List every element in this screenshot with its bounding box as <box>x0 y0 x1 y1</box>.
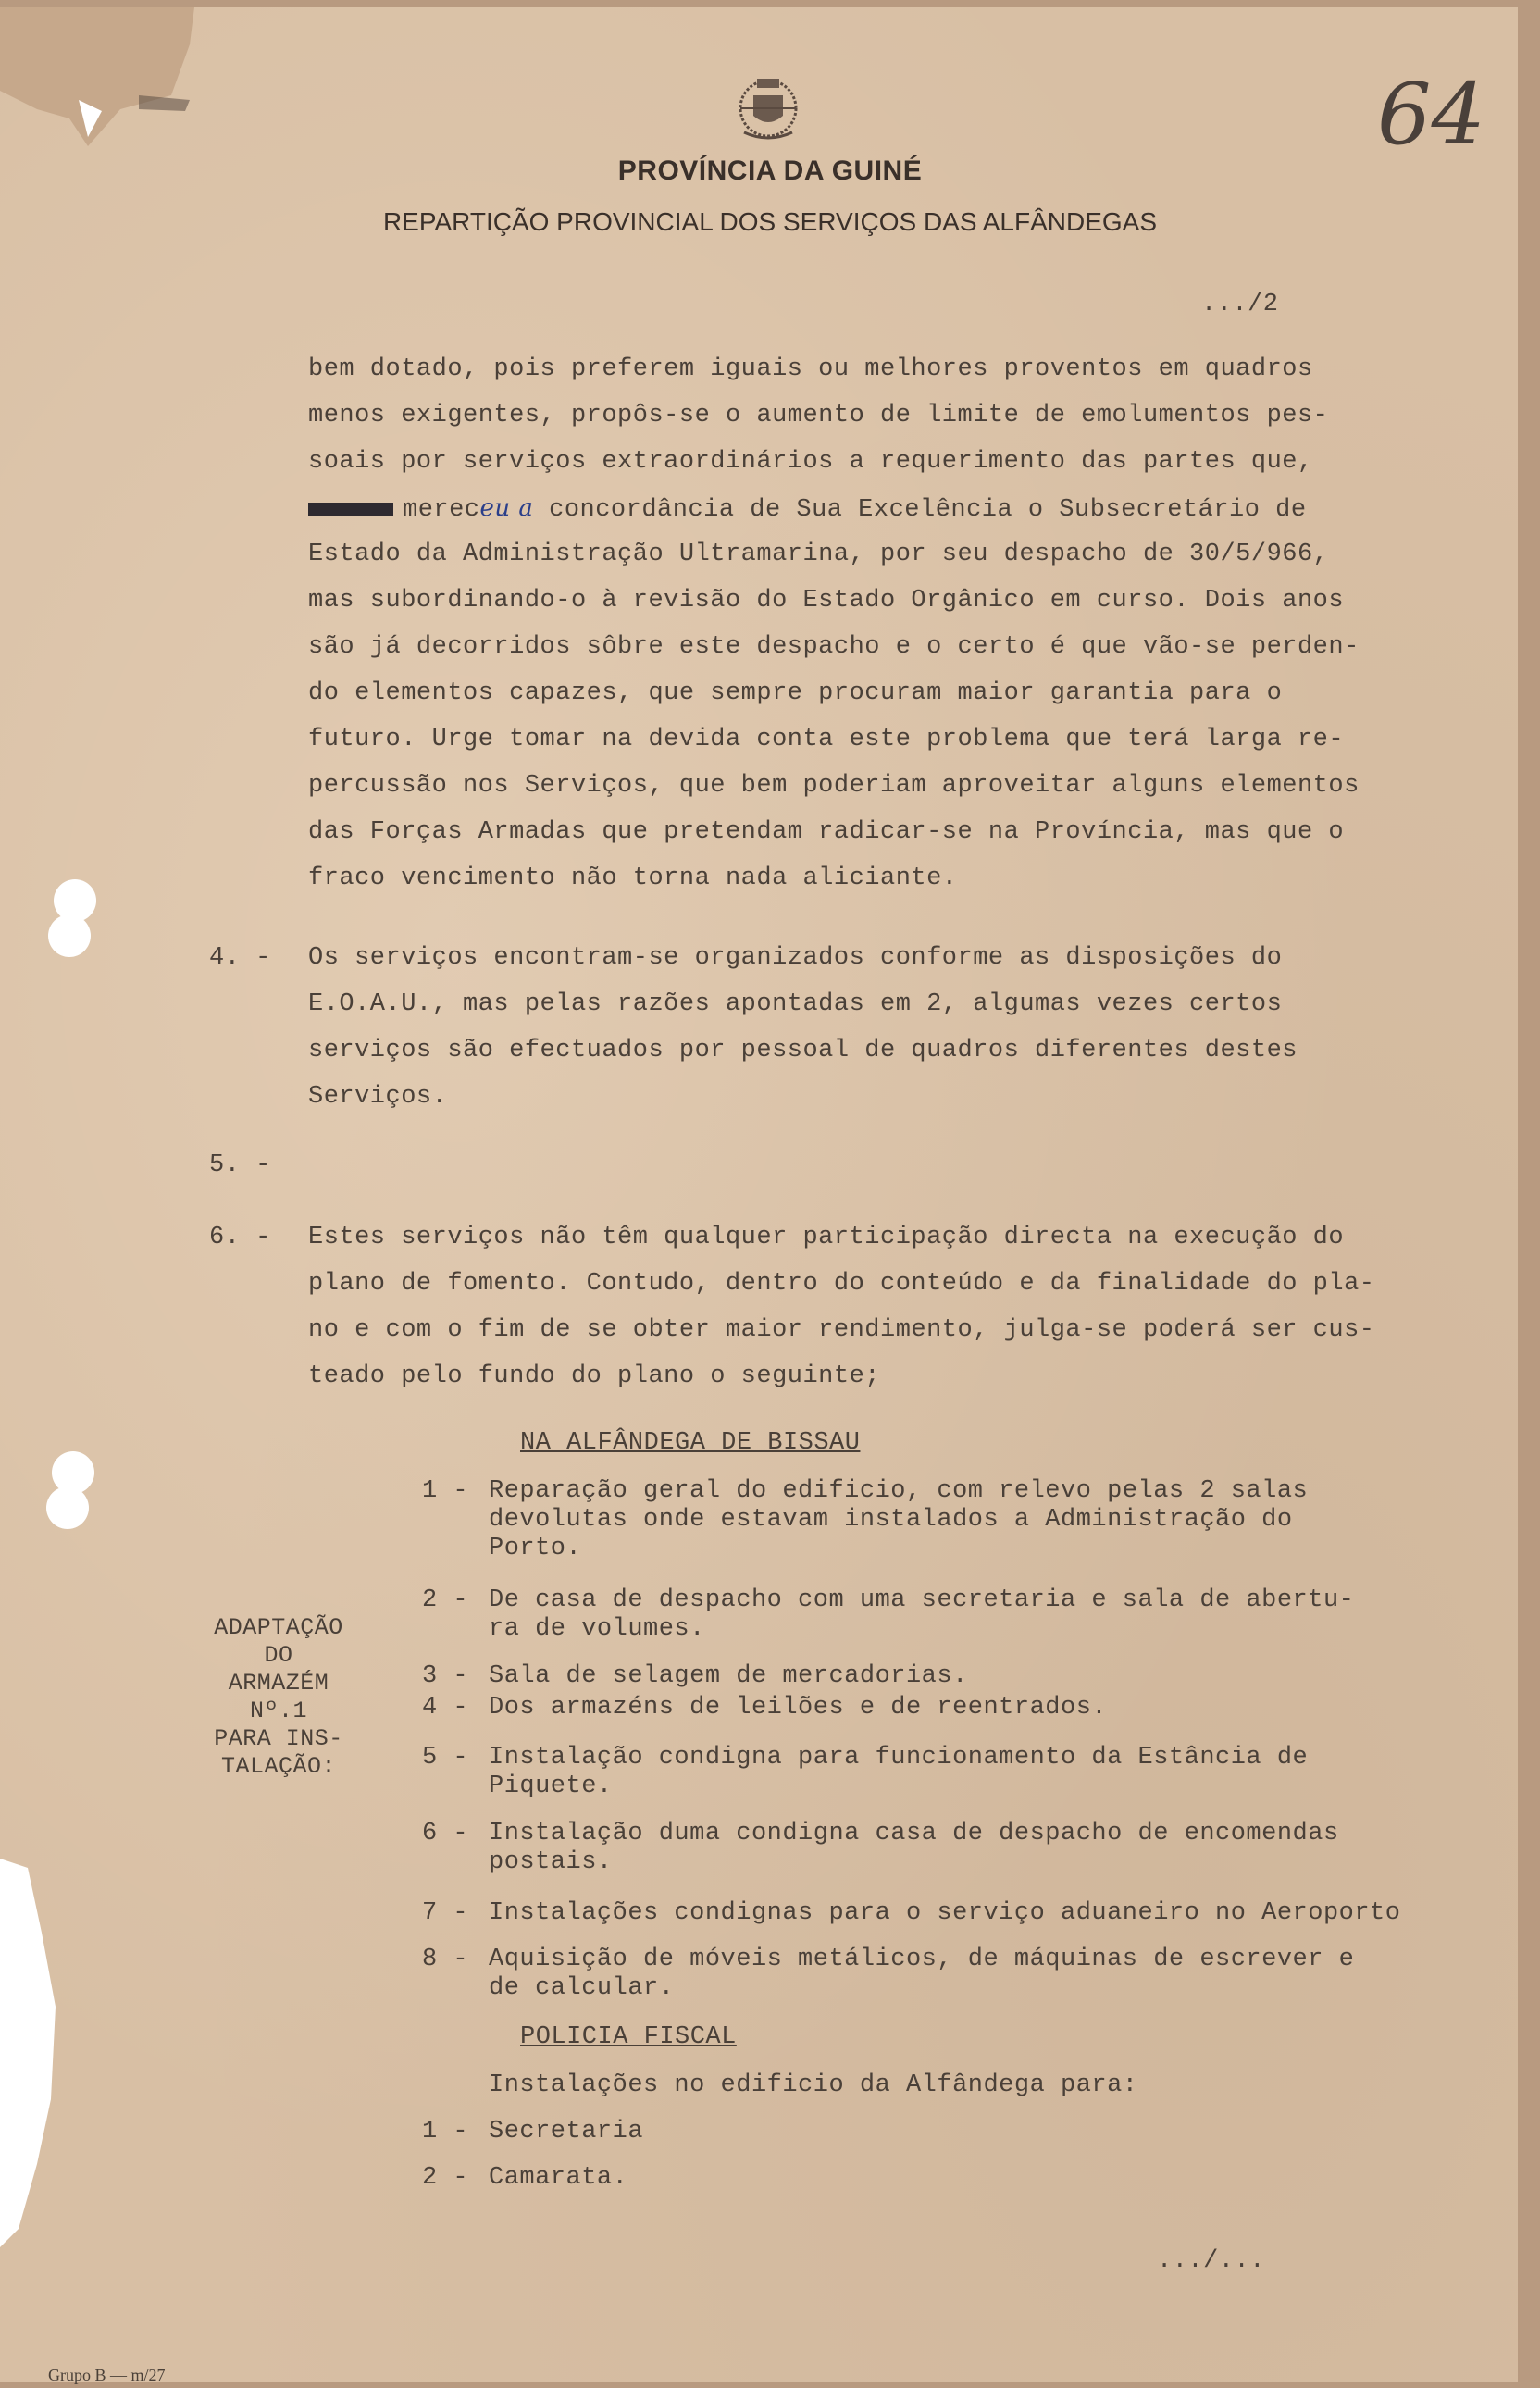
item-line: De casa de despacho com uma secretaria e sala de abertu- <box>489 1586 1355 1614</box>
item-number: 2 - <box>422 1586 469 1614</box>
intro-line: soais por serviços extraordinários a requerimento das partes que, <box>308 448 1313 476</box>
item-line: postais. <box>489 1848 613 1876</box>
policia-heading: POLICIA FISCAL <box>520 2023 737 2051</box>
item-number: 4 - <box>422 1694 469 1722</box>
intro-line: menos exigentes, propôs-se o aumento de limite de emolumentos pes- <box>308 402 1329 429</box>
item-text <box>489 1477 1308 1563</box>
punch-hole-top-b <box>48 914 91 957</box>
item-number: 7 - <box>422 1899 469 1927</box>
side-label-line: ARMAZÉM <box>228 1670 329 1697</box>
item-line: Secretaria <box>489 2118 644 2145</box>
alfandega-heading: NA ALFÂNDEGA DE BISSAU <box>520 1429 861 1457</box>
item-text <box>489 1586 1354 1644</box>
item-line: Sala de selagem de mercadorias. <box>489 1662 968 1690</box>
item-number: 1 - <box>422 1477 469 1505</box>
item-number: 8 - <box>422 1946 469 1973</box>
side-label-line: PARA INS- <box>214 1725 343 1752</box>
item-line: Instalação condigna para funcionamento da Estância de <box>489 1744 1309 1772</box>
item-line: ra de volumes. <box>489 1615 705 1643</box>
item-line: de calcular. <box>489 1974 675 2002</box>
handwritten-correction: eu a <box>479 494 534 522</box>
section-4-line: E.O.A.U., mas pelas razões apontadas em 2, algumas vezes certos <box>308 990 1283 1018</box>
torn-edge-damage <box>0 1859 74 2247</box>
coat-of-arms-emblem <box>724 68 813 143</box>
item-number: 3 - <box>422 1662 469 1690</box>
section-5-number: 5. - <box>209 1151 271 1179</box>
section-4-line: serviços são efectuados por pessoal de quadros diferentes destes <box>308 1037 1298 1064</box>
intro-line: bem dotado, pois preferem iguais ou melhores proventos em quadros <box>308 355 1313 383</box>
section-6-line: no e com o fim de se obter maior rendimento, julga-se poderá ser cus- <box>308 1316 1375 1344</box>
intro-line: das Forças Armadas que pretendam radicar-se na Província, mas que o <box>308 818 1345 846</box>
section-4-number: 4. - <box>209 944 271 972</box>
section-4-line: Os serviços encontram-se organizados conforme as disposições do <box>308 944 1283 972</box>
handwritten-page-number: 64 <box>1377 65 1486 164</box>
intro-line: percussão nos Serviços, que bem poderiam aproveitar alguns elementos <box>308 772 1360 800</box>
intro-line: Estado da Administração Ultramarina, por seu despacho de 30/5/966, <box>308 541 1329 568</box>
intro-line: futuro. Urge tomar na devida conta este problema que terá larga re- <box>308 726 1345 753</box>
intro-line: são já decorridos sôbre este despacho e o certo é que vão-se perden- <box>308 633 1360 661</box>
province-title: PROVÍNCIA DA GUINÉ <box>617 155 923 186</box>
item-line: Aquisição de móveis metálicos, de máquinas de escrever e <box>489 1946 1355 1973</box>
item-line: Instalações condignas para o serviço aduaneiro no Aeroporto <box>489 1899 1401 1927</box>
item-number: 2 - <box>422 2164 469 2192</box>
item-number: 1 - <box>422 2118 469 2145</box>
side-label-line: TALAÇÃO: <box>220 1753 337 1780</box>
side-label-line: ADAPTAÇÃO <box>214 1614 343 1641</box>
continuation-marker: .../... <box>1157 2247 1265 2275</box>
item-line: Dos armazéns de leilões e de reentrados. <box>489 1694 1108 1722</box>
redaction-mark <box>308 503 393 516</box>
item-text <box>489 1946 1354 2003</box>
item-line: Reparação geral do edificio, com relevo pelas 2 salas <box>489 1477 1309 1505</box>
section-6-line: Estes serviços não têm qualquer participação directa na execução do <box>308 1224 1345 1251</box>
section-6-line: plano de fomento. Contudo, dentro do conteúdo e da finalidade do pla- <box>308 1270 1375 1298</box>
intro-line: do elementos capazes, que sempre procuram maior garantia para o <box>308 679 1283 707</box>
document-page <box>0 7 1518 2382</box>
intro-line: fraco vencimento não torna nada aliciante. <box>308 864 958 892</box>
punch-hole-bottom-b <box>46 1486 89 1529</box>
side-label <box>209 1614 348 1781</box>
item-line: Porto. <box>489 1535 582 1562</box>
intro-line: mas subordinando-o à revisão do Estado Orgânico em curso. Dois anos <box>308 587 1345 615</box>
policia-intro: Instalações no edificio da Alfândega para: <box>489 2071 1138 2099</box>
form-code: Grupo B — m/27 <box>48 2366 166 2384</box>
section-6-number: 6. - <box>209 1224 271 1251</box>
intro-line-suffix: concordância de Sua Excelência o Subsecretário de <box>533 496 1307 524</box>
intro-line-prefix: merec <box>403 496 480 524</box>
side-label-line: Nº.1 <box>249 1698 307 1724</box>
item-line: Camarata. <box>489 2164 628 2192</box>
section-6-line: teado pelo fundo do plano o seguinte; <box>308 1362 880 1390</box>
department-subtitle: REPARTIÇÃO PROVINCIAL DOS SERVIÇOS DAS ALFÂNDEGAS <box>382 207 1158 236</box>
item-line: devolutas onde estavam instalados a Administração do <box>489 1506 1293 1534</box>
page-marker: .../2 <box>1201 291 1279 318</box>
item-text <box>489 1820 1339 1877</box>
section-4-line: Serviços. <box>308 1083 448 1111</box>
item-line: Piquete. <box>489 1772 613 1800</box>
torn-corner-damage <box>0 7 213 155</box>
intro-line-corrected <box>308 494 1307 524</box>
item-number: 6 - <box>422 1820 469 1847</box>
side-label-line: DO <box>264 1642 293 1669</box>
item-number: 5 - <box>422 1744 469 1772</box>
item-text <box>489 1744 1308 1801</box>
item-line: Instalação duma condigna casa de despacho de encomendas <box>489 1820 1339 1847</box>
